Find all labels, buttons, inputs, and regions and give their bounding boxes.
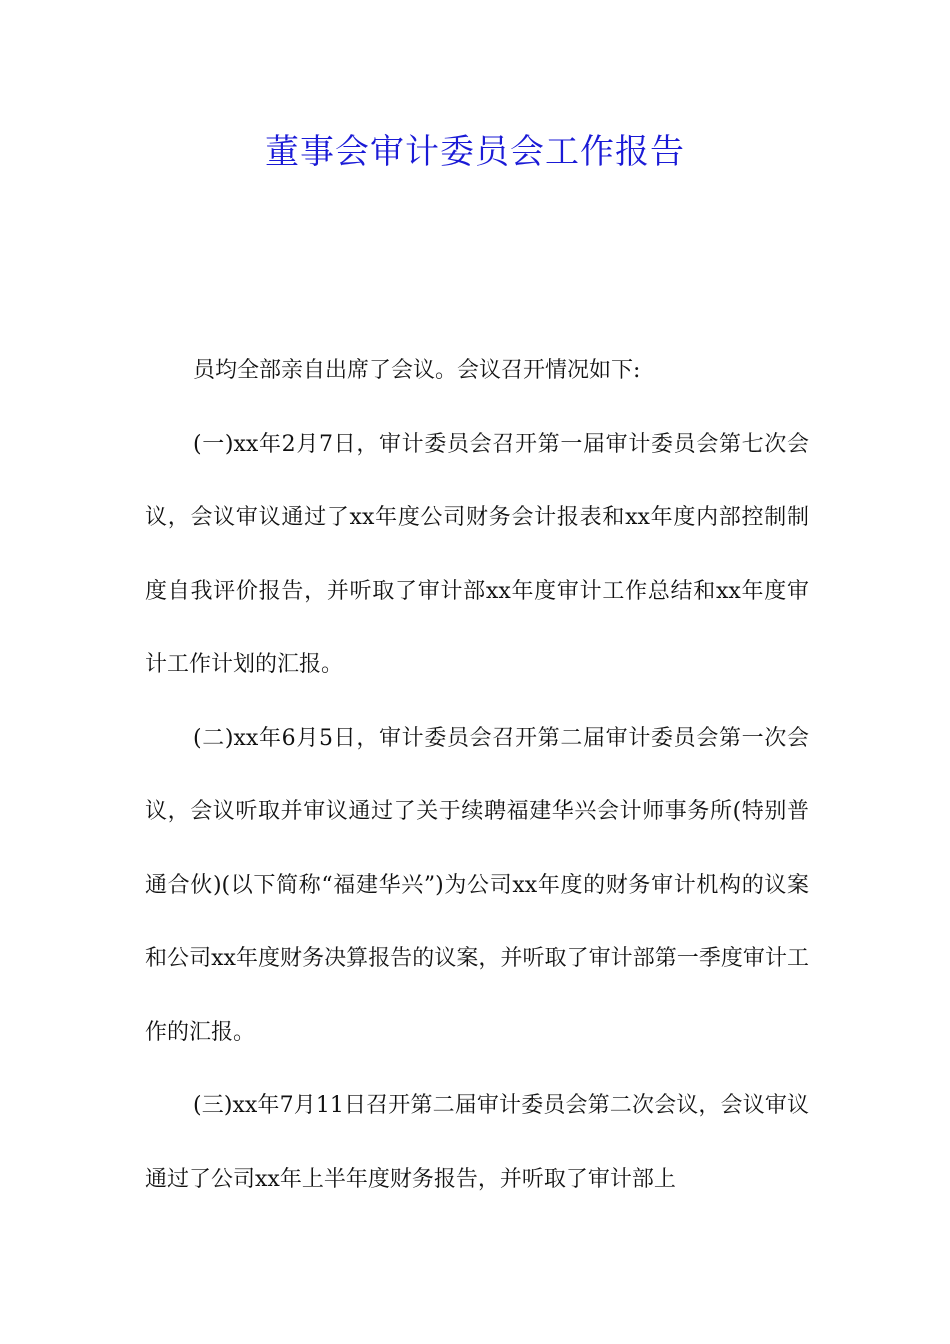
paragraph-meeting-one: (一)xx年2月7日，审计委员会召开第一届审计委员会第七次会议，会议审议通过了xx年度公司财务会计报表和xx年度内部控制制度自我评价报告，并听取了审计部xx年度审计工作总结和xx年度审计工作计划的汇报。 [145, 431, 809, 677]
paragraph-meeting-two: (二)xx年6月5日，审计委员会召开第二届审计委员会第一次会议，会议听取并审议通过了关于续聘福建华兴会计师事务所(特别普通合伙)(以下简称“福建华兴”)为公司xx年度的财务审计机构的议案和公司xx年度财务决算报告的议案，并听取了审计部第一季度审计工作的汇报。 [145, 725, 809, 1045]
document-title: 董事会审计委员会工作报告 [265, 132, 685, 172]
document-body [145, 334, 809, 1216]
paragraph-meeting-three: (三)xx年7月11日召开第二届审计委员会第二次会议，会议审议通过了公司xx年上半年度财务报告，并听取了审计部上 [145, 1093, 809, 1192]
paragraph-attendance: 员均全部亲自出席了会议。会议召开情况如下: [193, 358, 641, 383]
